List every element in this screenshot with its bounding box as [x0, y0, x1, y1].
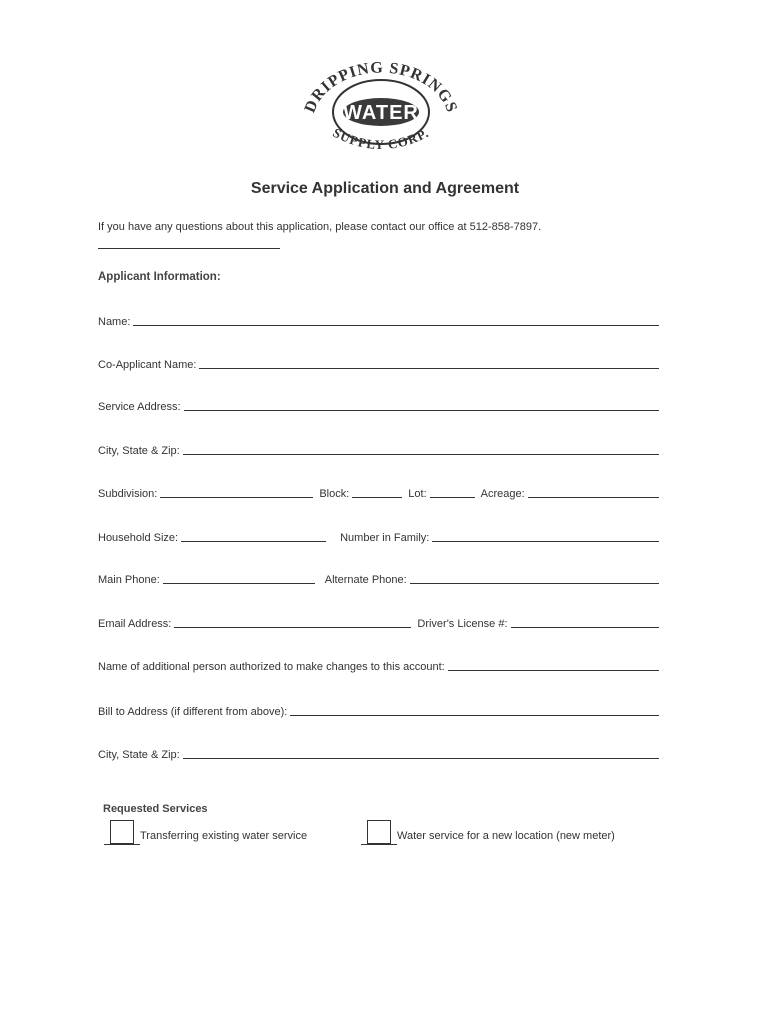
additional-person-label: Name of additional person authorized to make changes to this account: [98, 661, 445, 673]
block-label: Block: [319, 488, 350, 500]
name-row [98, 312, 659, 328]
city-state-zip-label: City, State & Zip: [98, 445, 180, 457]
bill-to-row [98, 702, 659, 718]
service-address-row [98, 397, 659, 413]
intro-text: If you have any questions about this application, please contact our office at 512-858-7897. [98, 221, 542, 233]
household-size-field[interactable] [181, 541, 326, 542]
new-meter-label: Water service for a new location (new meter) [397, 830, 615, 842]
email-field[interactable] [174, 627, 411, 628]
page-title: Service Application and Agreement [250, 180, 520, 197]
name-field[interactable] [133, 325, 659, 326]
email-row [98, 614, 659, 630]
block-field[interactable] [352, 497, 402, 498]
bill-city-state-zip-row [98, 745, 659, 761]
service-address-field[interactable] [184, 410, 659, 411]
svg-text:SUPPLY CORP. [331, 125, 432, 152]
co-applicant-field[interactable] [199, 368, 659, 369]
additional-person-field[interactable] [448, 670, 659, 671]
main-phone-field[interactable] [163, 583, 315, 584]
alternate-phone-field[interactable] [410, 583, 659, 584]
bill-to-label: Bill to Address (if different from above): [98, 706, 288, 718]
lot-field[interactable] [430, 497, 475, 498]
acreage-field[interactable] [528, 497, 659, 498]
applicant-heading: Applicant Information: [98, 271, 221, 283]
logo-bottom-text: SUPPLY CORP. [330, 124, 432, 153]
co-applicant-label: Co-Applicant Name: [98, 359, 197, 371]
service-address-label: Service Address: [98, 401, 181, 413]
drivers-license-field[interactable] [511, 627, 659, 628]
lot-label: Lot: [408, 488, 427, 500]
number-in-family-label: Number in Family: [340, 532, 430, 544]
bill-city-state-zip-label: City, State & Zip: [98, 749, 180, 761]
additional-person-row [98, 657, 659, 673]
email-label: Email Address: [98, 618, 172, 630]
service-option-new-meter [367, 820, 615, 844]
logo-top-text: DRIPPING SPRINGS [301, 59, 461, 116]
bill-city-state-zip-field[interactable] [183, 758, 659, 759]
drivers-license-label: Driver's License #: [417, 618, 508, 630]
alternate-phone-label: Alternate Phone: [324, 574, 407, 586]
services-heading: Requested Services [103, 803, 208, 815]
city-state-zip-field[interactable] [183, 454, 659, 455]
name-label: Name: [98, 316, 131, 328]
service-option-transfer [110, 820, 307, 844]
city-state-zip-row [98, 441, 659, 457]
subdivision-row [98, 484, 659, 500]
acreage-label: Acreage: [480, 488, 525, 500]
company-logo [296, 54, 466, 166]
transfer-label: Transferring existing water service [140, 830, 308, 842]
transfer-checkbox[interactable] [110, 820, 134, 844]
household-size-label: Household Size: [98, 532, 179, 544]
main-phone-label: Main Phone: [98, 574, 160, 586]
household-row [98, 528, 659, 544]
logo-center-text: WATER [343, 102, 419, 124]
subdivision-field[interactable] [160, 497, 313, 498]
co-applicant-row [98, 355, 659, 371]
subdivision-label: Subdivision: [98, 488, 158, 500]
divider [98, 248, 280, 249]
number-in-family-field[interactable] [432, 541, 659, 542]
phone-row [98, 570, 659, 586]
bill-to-field[interactable] [290, 715, 659, 716]
new-meter-checkbox[interactable] [367, 820, 391, 844]
